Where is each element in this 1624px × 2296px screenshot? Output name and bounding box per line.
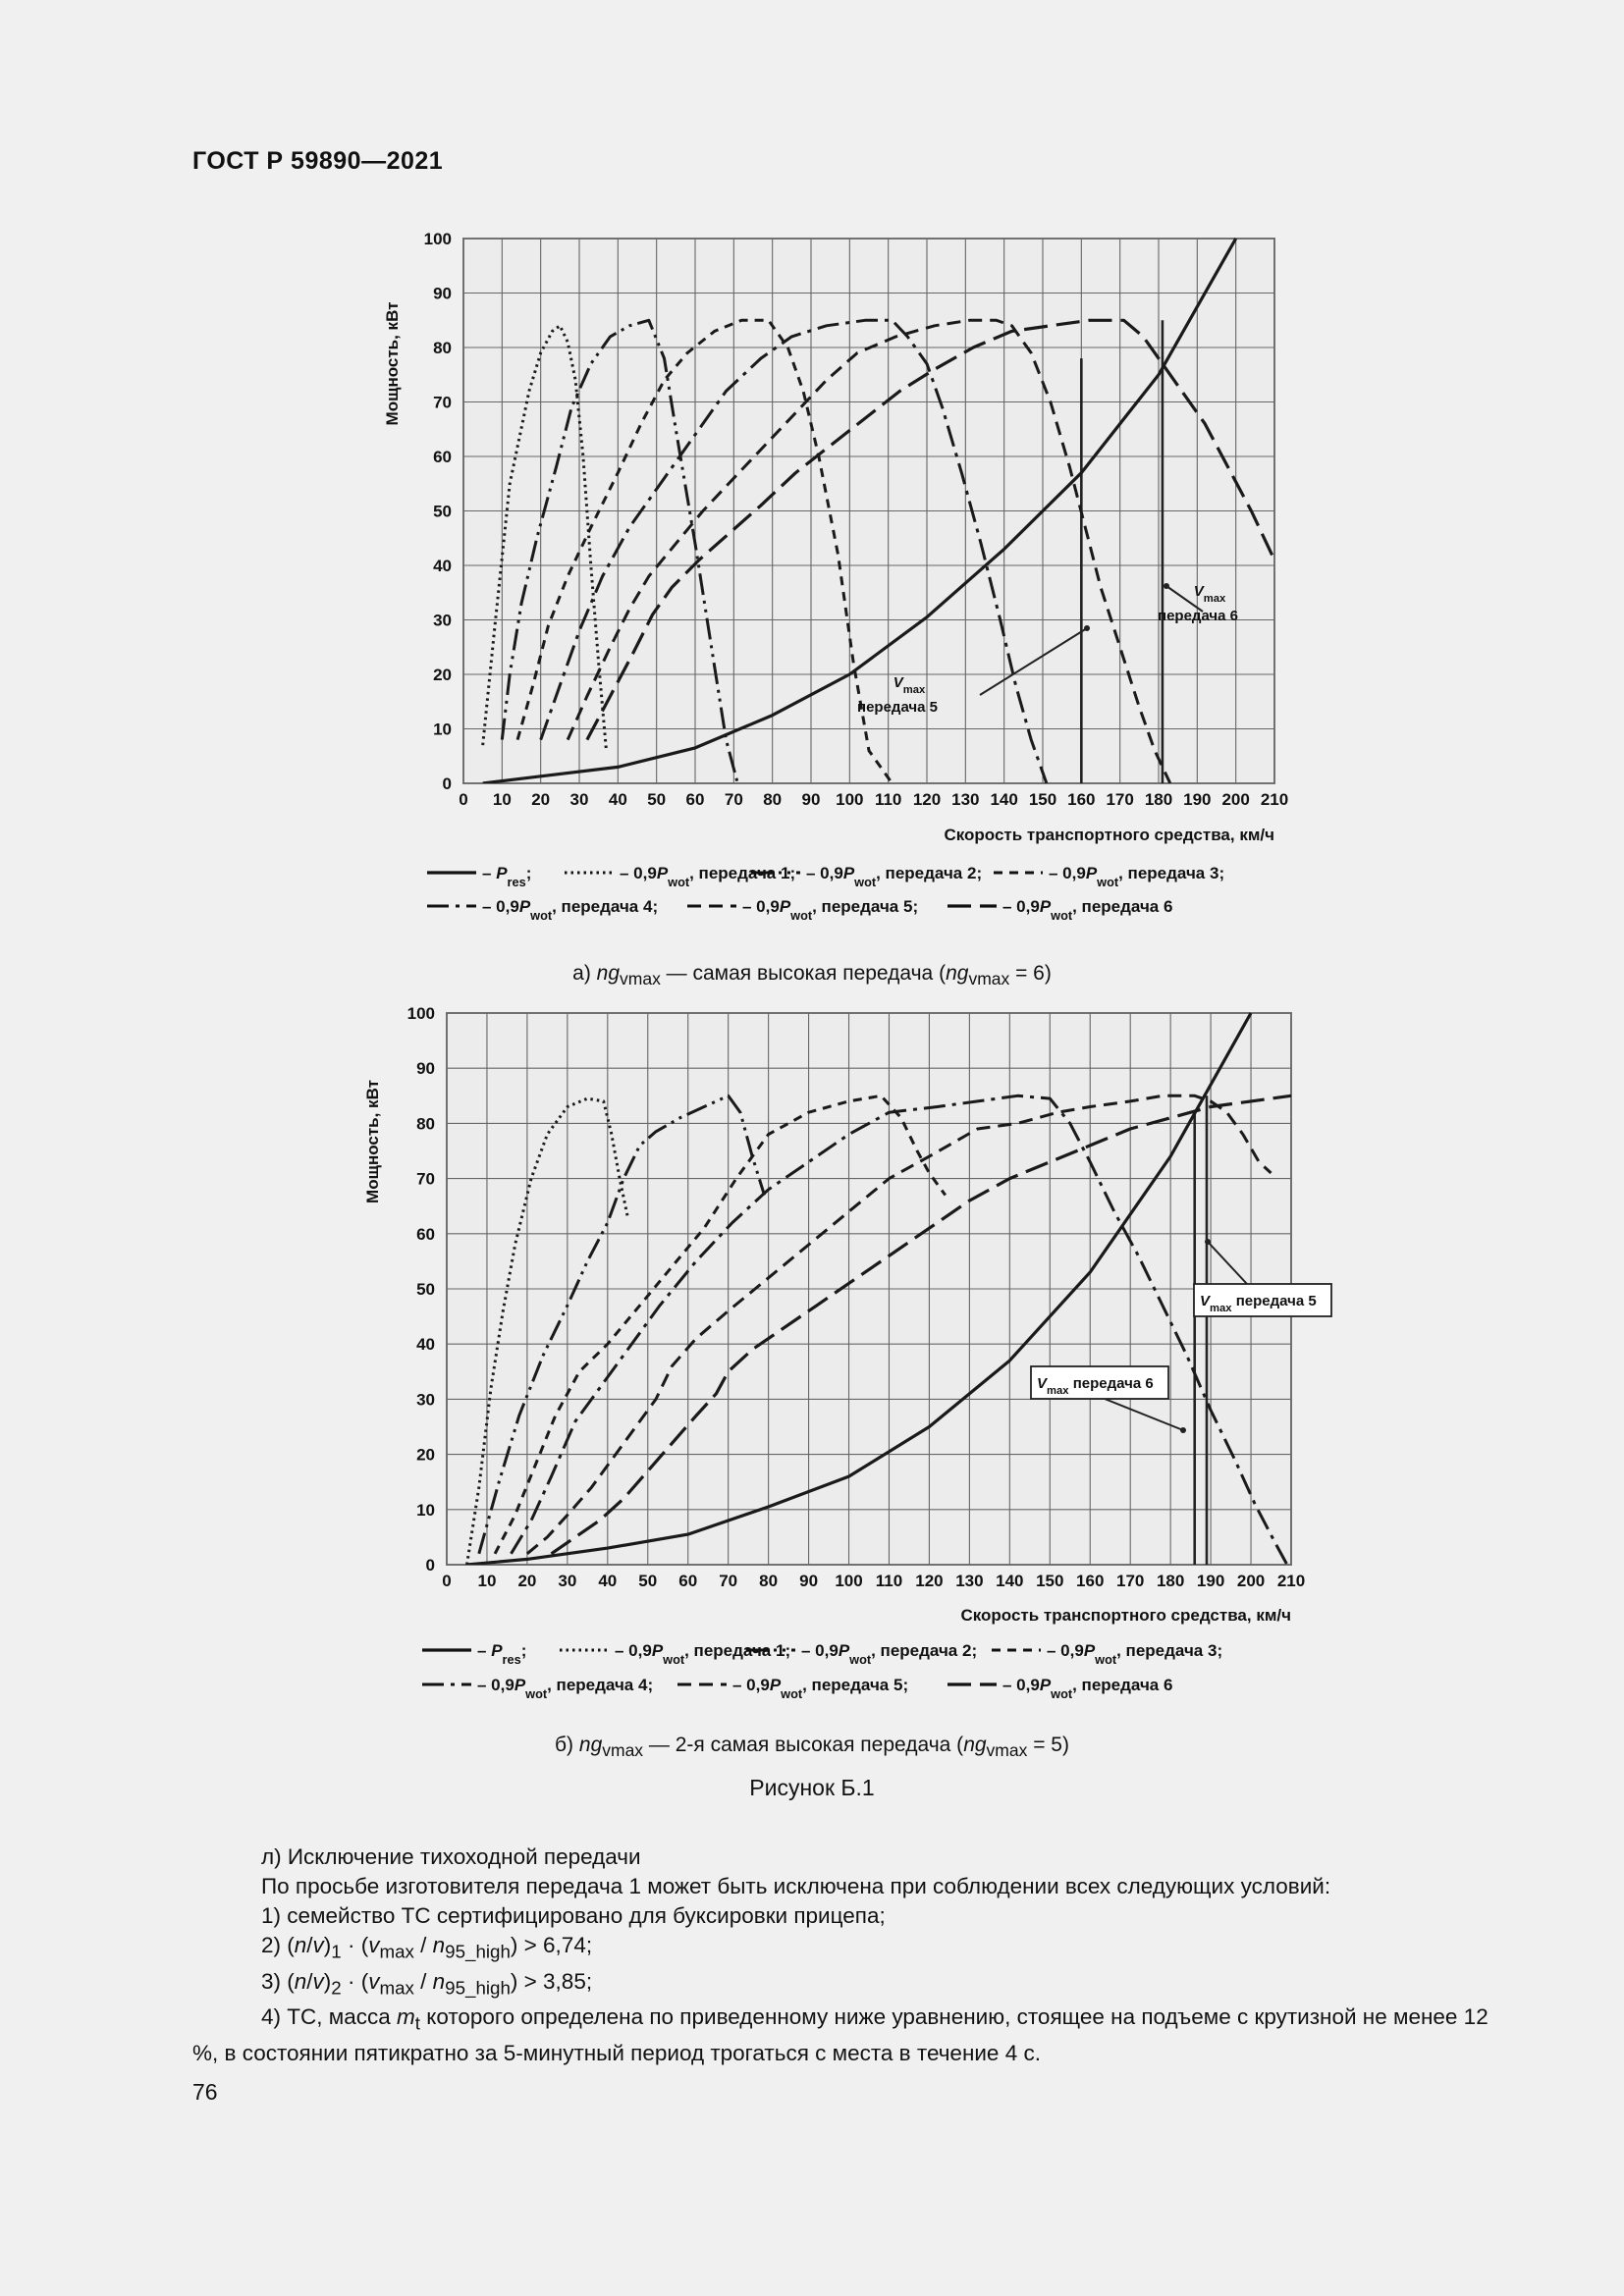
body-text [192,1842,1508,2068]
tick-x-b-15: 150 [1036,1572,1064,1590]
c2-close: ) [323,1933,332,1957]
tick-y-a-1: 10 [433,720,452,739]
tick-y-b-7: 70 [416,1169,435,1189]
c3-vmax-sub: max [379,1977,414,1998]
legend-label-a-3-part-1: P [1085,864,1098,882]
legend-label-b-3-part-0: – 0,9 [1047,1641,1084,1660]
legend-label-a-3-part-0: – 0,9 [1049,864,1086,882]
c3-n95-sub: 95_high [445,1977,511,1998]
tick-x-b-2: 20 [517,1572,537,1590]
tick-x-a-2: 20 [531,790,551,809]
legend-label-b-4-part-3: , передача 4; [547,1676,654,1694]
tick-y-a-8: 80 [433,339,452,357]
tick-x-b-10: 100 [835,1572,863,1590]
c2-pre: 2) ( [261,1933,295,1957]
figure-title: Рисунок Б.1 [749,1775,875,1800]
tick-y-b-3: 30 [416,1390,435,1410]
legend-label-b-0-part-1: P [491,1641,503,1660]
tick-x-b-17: 170 [1116,1572,1145,1590]
annotation-text-b-1-part-0: V [1037,1375,1048,1392]
legend-label-a-0-part-3: ; [525,864,532,882]
tick-x-a-15: 150 [1028,790,1057,809]
tick-y-a-7: 70 [433,393,452,412]
tick-x-a-7: 70 [724,790,743,809]
tick-x-b-5: 50 [638,1572,658,1590]
legend-label-b-4-part-0: – 0,9 [477,1676,514,1694]
c2-n95-sub: 95_high [445,1941,511,1962]
chart-b [0,991,1624,1708]
tick-y-b-4: 40 [416,1335,435,1355]
legend-label-b-5 [732,1676,908,1701]
c2-vmax-sub: max [379,1941,414,1962]
c3-dot: · ( [341,1968,369,1994]
caption-b-prefix: б) [555,1734,579,1756]
tick-x-a-0: 0 [459,790,468,809]
caption-b [0,1734,1624,1761]
tick-y-a-0: 0 [442,774,452,793]
c4-m: m [397,2004,415,2029]
legend-label-a-1 [620,864,795,889]
tick-y-a-6: 60 [433,448,452,466]
legend-label-a-5 [742,897,918,923]
tick-x-a-17: 170 [1106,790,1134,809]
annotation-arrowhead-b-1 [1180,1427,1186,1433]
item-l: л) Исключение тихоходной передачи [261,1844,641,1869]
c3-slash: / [306,1968,313,1994]
tick-x-b-11: 110 [875,1572,903,1590]
annotation-text-b-0-part-2: передача 5 [1231,1293,1317,1309]
caption-a-prefix: а) [572,962,597,985]
tick-y-a-9: 90 [433,284,452,303]
legend-label-b-3-part-2: wot [1095,1651,1117,1667]
annotation-text-b-1-part-2: передача 6 [1068,1375,1154,1392]
legend-label-b-2-part-1: P [838,1641,850,1660]
legend-label-b-5-part-3: , передача 5; [802,1676,909,1694]
tick-y-b-0: 0 [425,1556,435,1575]
legend-label-a-4-part-0: – 0,9 [482,897,519,916]
c2-vmax: v [368,1933,380,1957]
tick-x-a-4: 40 [608,790,627,809]
legend-label-b-1-part-2: wot [663,1651,685,1667]
chart-a-svg [0,221,1624,928]
legend-label-b-3-part-3: , передача 3; [1116,1641,1223,1660]
legend-label-b-2-part-0: – 0,9 [801,1641,839,1660]
legend-label-b-6-part-0: – 0,9 [1002,1676,1040,1694]
legend-label-a-3-part-3: , передача 3; [1118,864,1225,882]
legend-label-a-6-part-2: wot [1051,907,1073,923]
annotation-sym-a-1-part-1: max [1203,593,1226,605]
annotation-arrowhead-b-0 [1205,1239,1211,1245]
c2-dot: · ( [341,1933,369,1957]
legend-label-a-6-part-3: , передача 6 [1072,897,1173,916]
legend-label-b-3-part-1: P [1083,1641,1096,1660]
annotation-line2-a-0: передача 5 [857,699,938,716]
tick-x-a-14: 140 [990,790,1018,809]
legend-label-b-1-part-0: – 0,9 [615,1641,652,1660]
annotation-text-b-0-part-1: max [1210,1303,1232,1314]
c3-pre: 3) ( [261,1968,295,1994]
legend-label-a-1-part-2: wot [668,874,690,889]
tick-x-b-7: 70 [719,1572,738,1590]
tick-x-b-1: 10 [477,1572,497,1590]
tick-y-a-4: 40 [433,557,452,575]
c2-slash: / [306,1933,313,1957]
caption-a-sub: vmax [620,969,661,989]
legend-label-a-1-part-3: , передача 1; [689,864,796,882]
legend-label-a-3 [1049,864,1224,889]
tick-x-b-16: 160 [1076,1572,1105,1590]
legend-label-a-0-part-1: P [496,864,508,882]
c3-n: n [294,1968,307,1994]
legend-label-a-4-part-1: P [518,897,531,916]
c3-v: v [312,1968,324,1994]
legend-label-b-6 [1002,1676,1172,1701]
tick-x-b-9: 90 [799,1572,819,1590]
legend-label-a-2-part-3: , передача 2; [876,864,983,882]
tick-x-a-19: 190 [1183,790,1212,809]
legend-label-b-1-part-3: , передача 1; [684,1641,791,1660]
tick-x-a-5: 50 [647,790,667,809]
annotation-sym-a-1-part-0: V [1193,583,1204,600]
caption-b-tail: = 5) [1027,1734,1069,1756]
annotation-text-b-1-part-1: max [1047,1385,1069,1397]
tick-y-a-2: 20 [433,666,452,684]
tick-x-a-3: 30 [569,790,589,809]
condition-1: 1) семейство ТС сертифицировано для буксировки прицепа; [261,1903,886,1928]
legend-label-a-3-part-2: wot [1097,874,1119,889]
tick-x-a-18: 180 [1144,790,1173,809]
tick-x-b-18: 180 [1156,1572,1185,1590]
c2-n: n [294,1933,307,1957]
legend-label-b-1-part-1: P [651,1641,664,1660]
annotation-text-b-0-part-0: V [1200,1293,1211,1309]
legend-label-b-4-part-2: wot [525,1685,548,1701]
c3-n95: n [432,1968,446,1994]
tick-y-b-8: 80 [416,1114,435,1134]
legend-label-b-1 [615,1641,790,1667]
legend-label-a-2-part-1: P [842,864,855,882]
annotation-sym-a-0-part-1: max [902,684,926,696]
tick-x-b-3: 30 [558,1572,577,1590]
legend-label-b-6-part-3: , передача 6 [1072,1676,1173,1694]
legend-label-a-5-part-1: P [779,897,791,916]
tick-x-a-21: 210 [1260,790,1289,809]
legend-label-a-6-part-1: P [1039,897,1052,916]
tick-x-b-8: 80 [759,1572,779,1590]
tick-y-a-10: 100 [423,230,452,248]
caption-b-var: ng [578,1734,603,1756]
tick-x-b-20: 200 [1236,1572,1266,1590]
legend-label-a-1-part-0: – 0,9 [620,864,657,882]
c2-v: v [312,1933,324,1957]
legend-label-b-4-part-1: P [514,1676,526,1694]
tick-x-a-8: 80 [763,790,783,809]
legend-label-a-4-part-3: , передача 4; [552,897,659,916]
legend-label-b-0 [477,1641,526,1667]
tick-x-b-4: 40 [598,1572,618,1590]
legend-label-a-5-part-3: , передача 5; [812,897,919,916]
tick-x-a-16: 160 [1067,790,1096,809]
tick-y-b-10: 100 [406,1004,435,1023]
c3-tail: ) > 3,85; [510,1968,593,1994]
legend-label-b-5-part-1: P [769,1676,782,1694]
legend-label-b-0-part-3: ; [520,1641,527,1660]
legend-label-a-0 [482,864,531,889]
c2-tail: ) > 6,74; [510,1933,593,1957]
caption-a [0,962,1624,989]
caption-a-var: ng [596,962,621,985]
tick-x-b-0: 0 [442,1572,452,1590]
legend-label-a-2-part-0: – 0,9 [806,864,843,882]
document-header: ГОСТ Р 59890—2021 [192,147,444,175]
legend-label-a-4-part-2: wot [530,907,553,923]
c4-pre: 4) ТС, масса [261,2004,397,2029]
tick-x-a-13: 130 [951,790,980,809]
tick-x-a-12: 120 [912,790,942,809]
legend-label-a-0-part-2: res [507,874,526,889]
legend-label-a-6 [1002,897,1172,923]
legend-label-b-2 [801,1641,977,1667]
caption-b-text: — 2-я самая высокая передача ( [643,1734,964,1756]
annotation-arrowhead-a-1 [1164,583,1169,589]
c4-m-sub: t [414,2012,420,2034]
tick-y-b-6: 60 [416,1224,435,1244]
condition-4 [192,2002,1508,2068]
legend-label-b-4 [477,1676,653,1701]
caption-b-sub2: vmax [986,1740,1028,1761]
tick-x-a-9: 90 [801,790,821,809]
c3-vmax: v [368,1968,380,1994]
y-axis-label-b: Мощность, кВт [363,1080,382,1203]
legend-label-a-2 [806,864,982,889]
tick-x-b-14: 140 [996,1572,1024,1590]
tick-y-b-5: 50 [416,1280,435,1299]
tick-x-a-10: 100 [836,790,864,809]
tick-x-b-21: 210 [1276,1572,1306,1590]
tick-x-b-19: 190 [1196,1572,1225,1590]
chart-a [0,221,1624,928]
c4-tail: которого определена по приведенному ниже уравнению, стоящее на подъеме с крутизной не менее 12 %, в состоянии пятикратно за 5-минутный период трогаться с места в течение 4 с. [192,2004,1489,2065]
caption-a-tail: = 6) [1009,962,1052,985]
caption-b-var2: ng [963,1734,987,1756]
legend-label-a-6-part-0: – 0,9 [1002,897,1040,916]
legend-label-b-2-part-2: wot [849,1651,872,1667]
tick-x-a-11: 110 [874,790,902,809]
tick-y-a-5: 50 [433,502,452,521]
tick-x-b-12: 120 [915,1572,944,1590]
c2-n95: n [432,1933,446,1957]
legend-label-a-4 [482,897,658,923]
annotation-line2-a-1: передача 6 [1158,608,1238,624]
legend-label-a-0-part-0: – [482,864,497,882]
condition-2 [192,1931,1508,1967]
c2-idx: 1 [331,1941,342,1962]
tick-x-a-1: 10 [492,790,512,809]
legend-label-a-2-part-2: wot [854,874,877,889]
annotation-sym-a-0-part-0: V [893,674,903,691]
caption-b-sub: vmax [602,1740,644,1761]
legend-label-a-5-part-2: wot [790,907,813,923]
legend-label-a-1-part-1: P [656,864,669,882]
tick-y-b-9: 90 [416,1059,435,1079]
tick-y-a-3: 30 [433,611,452,630]
legend-label-b-6-part-1: P [1039,1676,1052,1694]
chart-b-svg [0,991,1624,1708]
tick-x-a-20: 200 [1221,790,1250,809]
x-axis-label-b: Скорость транспортного средства, км/ч [960,1606,1291,1625]
tick-y-b-1: 10 [416,1500,435,1520]
caption-a-text: — самая высокая передача ( [660,962,947,985]
c3-close: ) [323,1968,332,1994]
legend-label-a-5-part-0: – 0,9 [742,897,780,916]
annotation-arrowhead-a-0 [1084,625,1090,631]
c3-idx: 2 [331,1977,342,1998]
legend-label-b-0-part-2: res [502,1651,521,1667]
legend-label-b-5-part-2: wot [781,1685,803,1701]
legend-label-b-3 [1047,1641,1222,1667]
caption-a-sub2: vmax [968,969,1010,989]
c3-mid: / [413,1968,433,1994]
caption-a-var2: ng [946,962,969,985]
legend-label-b-0-part-0: – [477,1641,492,1660]
tick-y-b-2: 20 [416,1445,435,1465]
condition-3 [192,1967,1508,2003]
legend-label-b-6-part-2: wot [1051,1685,1073,1701]
tick-x-a-6: 60 [685,790,705,809]
y-axis-label-a: Мощность, кВт [383,301,402,426]
x-axis-label-a: Скорость транспортного средства, км/ч [944,826,1274,844]
c2-mid: / [413,1933,433,1957]
tick-x-b-13: 130 [955,1572,984,1590]
legend-label-b-5-part-0: – 0,9 [732,1676,770,1694]
legend-label-b-2-part-3: , передача 2; [871,1641,978,1660]
intro-text: По просьбе изготовителя передача 1 может быть исключена при соблюдении всех следующих условий: [261,1874,1331,1898]
tick-x-b-6: 60 [678,1572,698,1590]
page-number: 76 [192,2079,218,2105]
